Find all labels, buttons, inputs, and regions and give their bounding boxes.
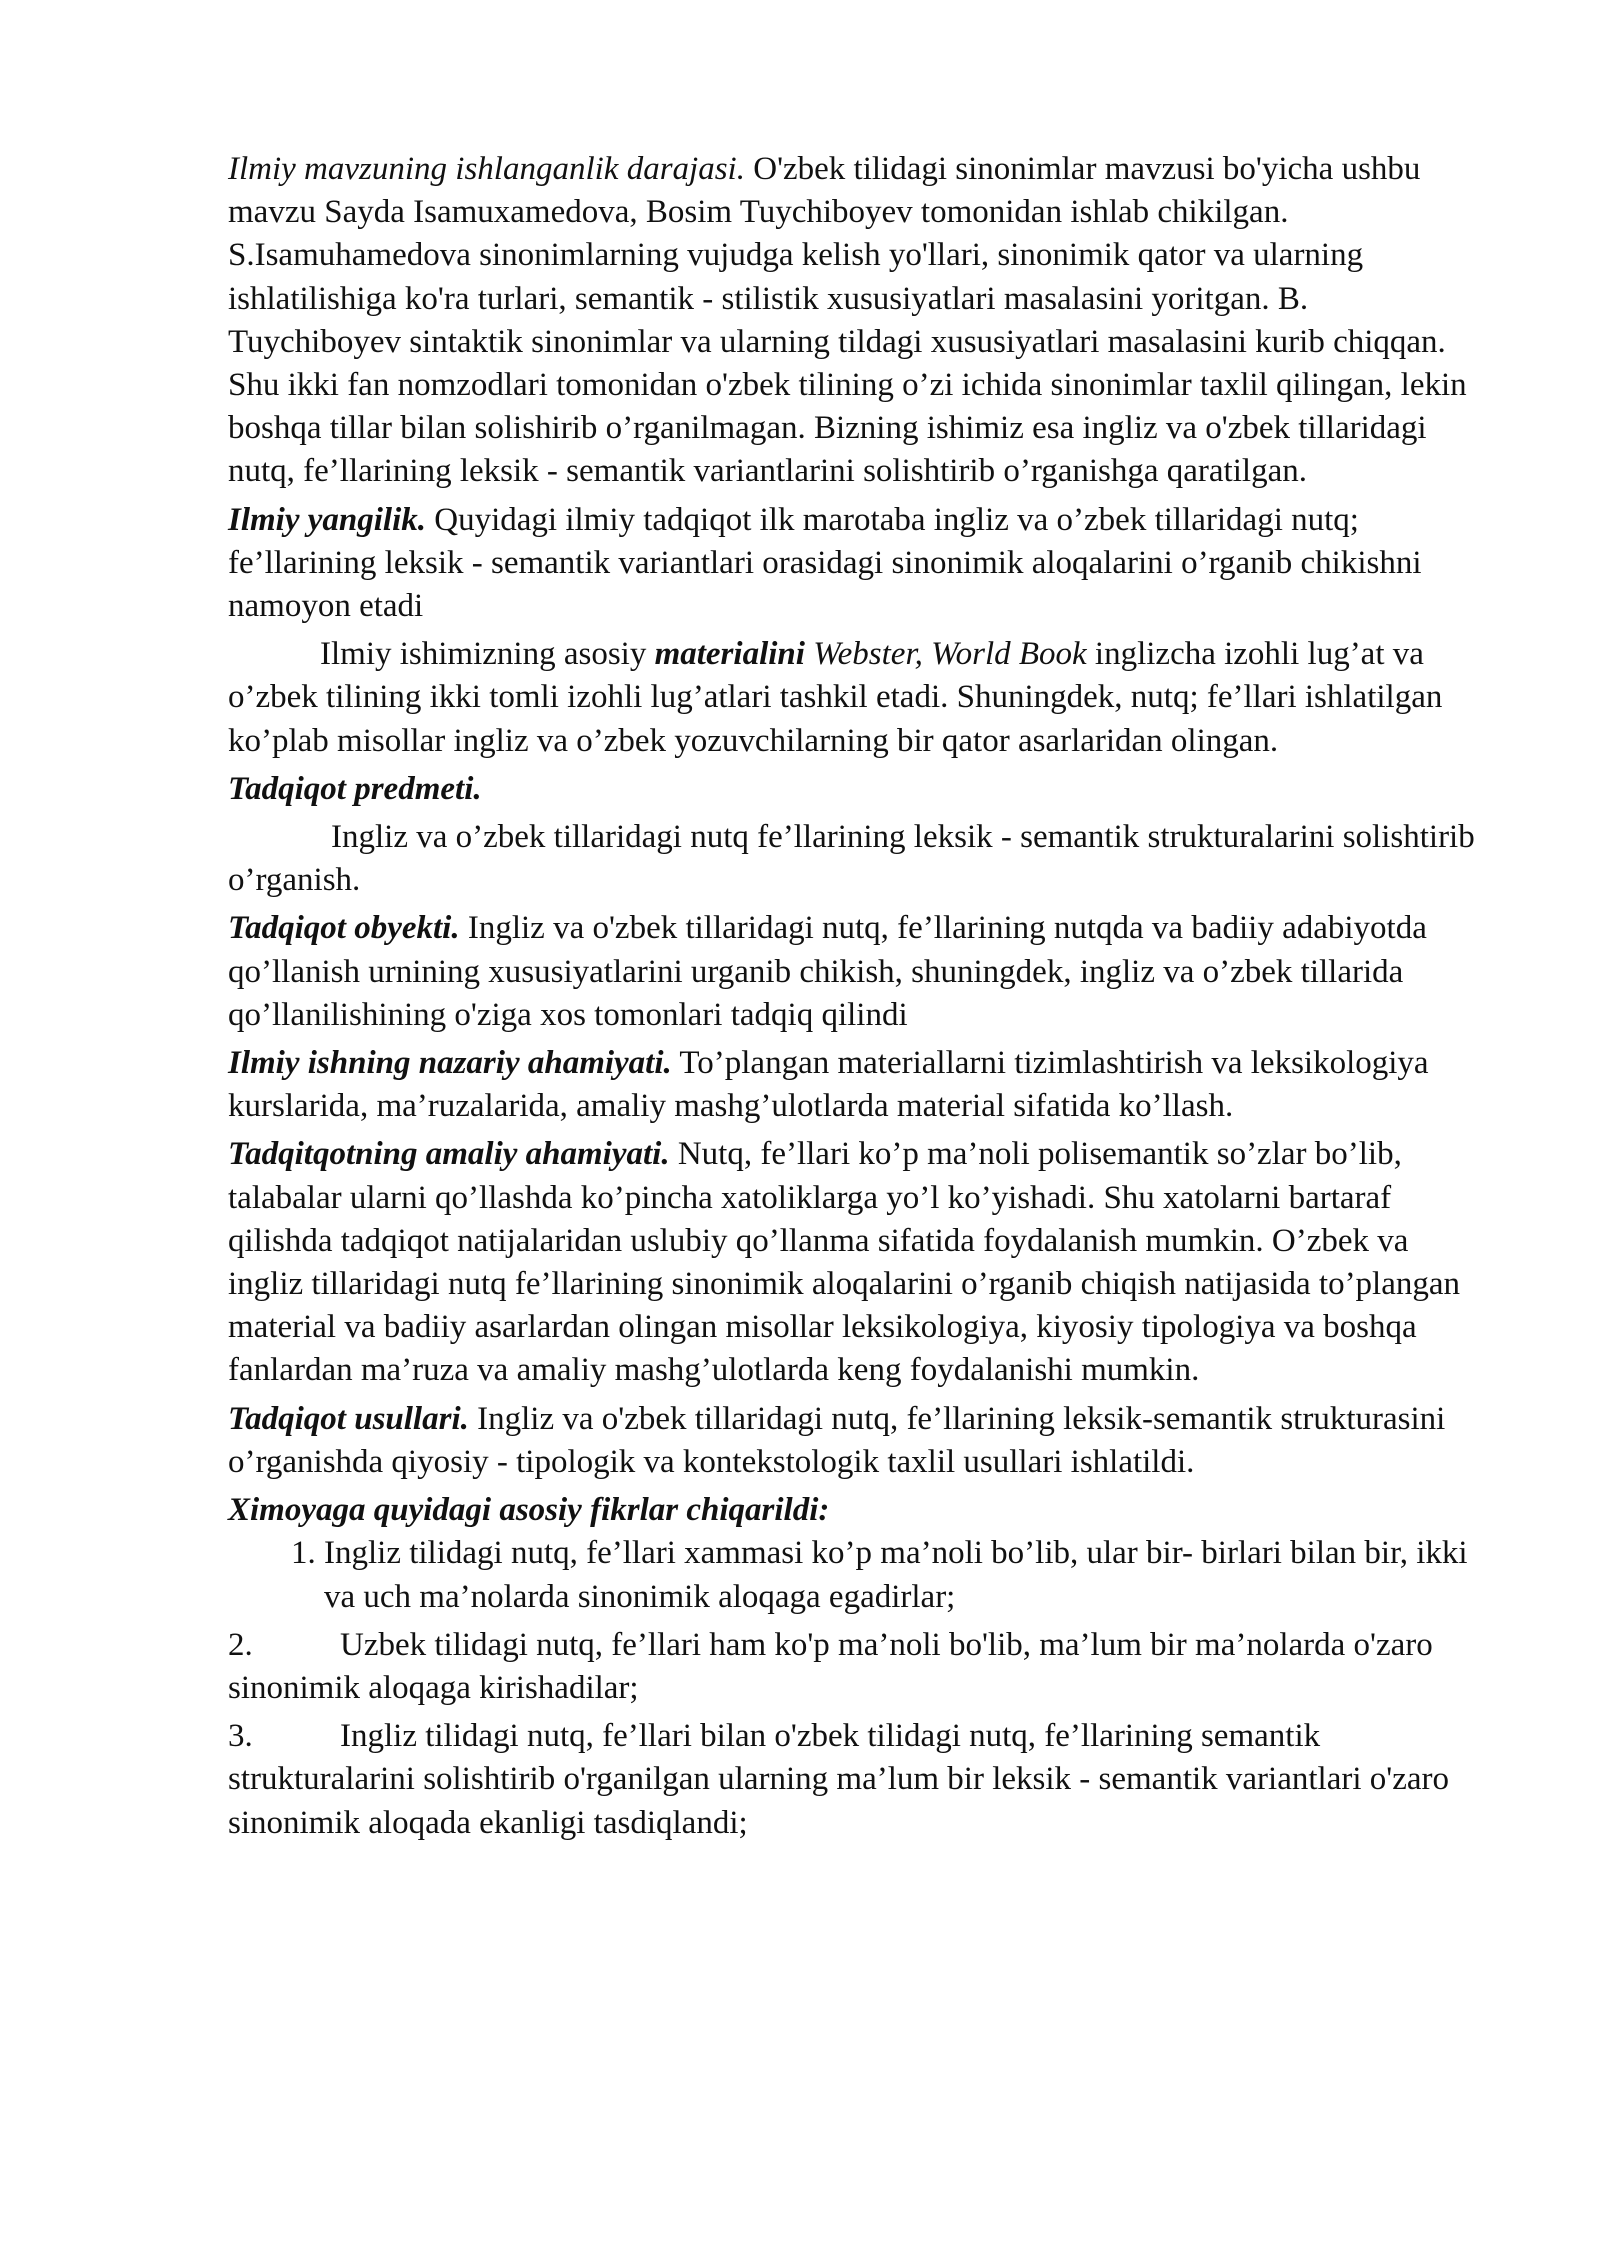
list-number-3: 3. <box>228 1718 253 1755</box>
paragraph-scientific-novelty <box>228 499 1488 629</box>
text-research-object: Ingliz va o'zbek tillaridagi nutq, fe’llarining nutqda va badiiy adabiyotda qo’llanish urnining xususiyatlarini urganib chikish, shuningdek, ingliz va o’zbek tillarida qo’llanilishining o'ziga xos tomonlari tadqiq qilindi <box>228 910 1427 1033</box>
defense-points-list <box>228 1532 1488 1618</box>
text-theoretical-significance: To’plangan materiallarni tizimlashtirish va leksikologiya kurslarida, ma’ruzalarida, amaliy mashg’ulotlarda material sifatida ko’llash. <box>228 1045 1429 1125</box>
heading-defense-points <box>228 1489 1488 1532</box>
paragraph-research-degree <box>228 148 1488 494</box>
list-item-3 <box>228 1715 1488 1845</box>
text-material-italic: Webster, World Book <box>804 636 1087 673</box>
text-research-degree: O'zbek tilidagi sinonimlar mavzusi bo'yicha ushbu mavzu Sayda Isamuxamedova, Bosim Tuychiboyev tomonidan ishlab chikilgan. S.Isamuhamedova sinonimlarning vujudga kelish yo'llari, sinonimik qator va ularning ishlatilishiga ko'ra turlari, semantik - stilistik xususiyatlari masalasini yoritgan. B. Tuychiboyev sintaktik sinonimlar va ularning tildagi xususiyatlari masalasini kurib chiqqan. Shu ikki fan nomzodlari tomonidan o'zbek tilining o’zi ichida sinonimlar taxlil qilingan, lekin boshqa tillar bilan solishirib o’rganilmagan. Bizning ishimiz esa ingliz va o'zbek tillaridagi nutq, fe’llarining leksik - semantik variantlarini solishtirib o’rganishga qaratilgan. <box>228 151 1467 490</box>
text-research-subject: Ingliz va o’zbek tillaridagi nutq fe’llarining leksik - semantik strukturalarini solishtirib o’rganish. <box>228 819 1475 899</box>
text-material-pre: Ilmiy ishimizning asosiy <box>320 636 655 673</box>
heading-research-methods: Tadqiqot usullari. <box>228 1400 469 1437</box>
list-text-3: Ingliz tilidagi nutq, fe’llari bilan o'zbek tilidagi nutq, fe’llarining semantik strukturalarini solishtirib o'rganilgan ularning ma’lum bir leksik - semantik variantlari o'zaro sinonimik aloqada ekanligi tasdiqlandi; <box>228 1718 1449 1841</box>
text-material-bold: materialini <box>654 636 805 673</box>
heading-research-subject <box>228 768 1488 811</box>
heading-defense-points-label: Ximoyaga quyidagi asosiy fikrlar chiqarildi: <box>228 1492 830 1529</box>
heading-scientific-novelty: Ilmiy yangilik. <box>228 501 426 538</box>
list-item-2 <box>228 1624 1488 1710</box>
text-research-methods: Ingliz va o'zbek tillaridagi nutq, fe’llarining leksik-semantik strukturasini o’rganishda qiyosiy - tipologik va kontekstologik taxlil usullari ishlatildi. <box>228 1400 1446 1480</box>
paragraph-research-object <box>228 907 1488 1037</box>
text-practical-significance: Nutq, fe’llari ko’p ma’noli polisemantik so’zlar bo’lib, talabalar ularni qo’llashda ko’pincha xatoliklarga yo’l ko’yishadi. Shu xatolarni bartaraf qilishda tadqiqot natijalaridan uslubiy qo’llanma sifatida foydalanish mumkin. O’zbek va ingliz tillaridagi nutq fe’llarining sinonimik aloqalarini o’rganib chiqish natijasida to’plangan material va badiiy asarlardan olingan misollar leksikologiya, kiyosiy tipologiya va boshqa fanlardan ma’ruza va amaliy mashg’ulotlarda keng foydalanishi mumkin. <box>228 1136 1461 1389</box>
paragraph-practical-significance <box>228 1133 1488 1392</box>
list-text-2: Uzbek tilidagi nutq, fe’llari ham ko'p ma’noli bo'lib, ma’lum bir ma’nolarda o'zaro sinonimik aloqaga kirishadilar; <box>228 1626 1433 1706</box>
list-number-2: 2. <box>228 1626 253 1663</box>
heading-theoretical-significance: Ilmiy ishning nazariy ahamiyati. <box>228 1045 672 1082</box>
paragraph-research-methods <box>228 1398 1488 1484</box>
heading-practical-significance: Tadqitqotning amaliy ahamiyati. <box>228 1136 670 1173</box>
paragraph-theoretical-significance <box>228 1042 1488 1128</box>
heading-research-degree: Ilmiy mavzuning ishlanganlik darajasi. <box>228 151 745 187</box>
document-page <box>228 148 1488 1845</box>
heading-research-subject-label: Tadqiqot predmeti. <box>228 770 482 807</box>
text-scientific-novelty: Quyidagi ilmiy tadqiqot ilk marotaba ingliz va o’zbek tillaridagi nutq; fe’llarining leksik - semantik variantlari orasidagi sinonimik aloqalarini o’rganib chikishni namoyon etadi <box>228 501 1422 625</box>
text-material-body: inglizcha izohli lug’at va o’zbek tilining ikki tomli izohli lug’atlari tashkil etadi. Shuningdek, nutq; fe’llari ishlatilgan ko’plab misollar ingliz va o’zbek yozuvchilarning bir qator asarlaridan olingan. <box>228 636 1443 759</box>
heading-research-object: Tadqiqot obyekti. <box>228 910 460 947</box>
list-item: 1. Ingliz tilidagi nutq, fe’llari xammasi ko’p ma’noli bo’lib, ular bir- birlari bilan bir, ikki va uch ma’nolarda sinonimik aloqaga egadirlar; <box>324 1532 1488 1618</box>
paragraph-material <box>228 633 1488 763</box>
